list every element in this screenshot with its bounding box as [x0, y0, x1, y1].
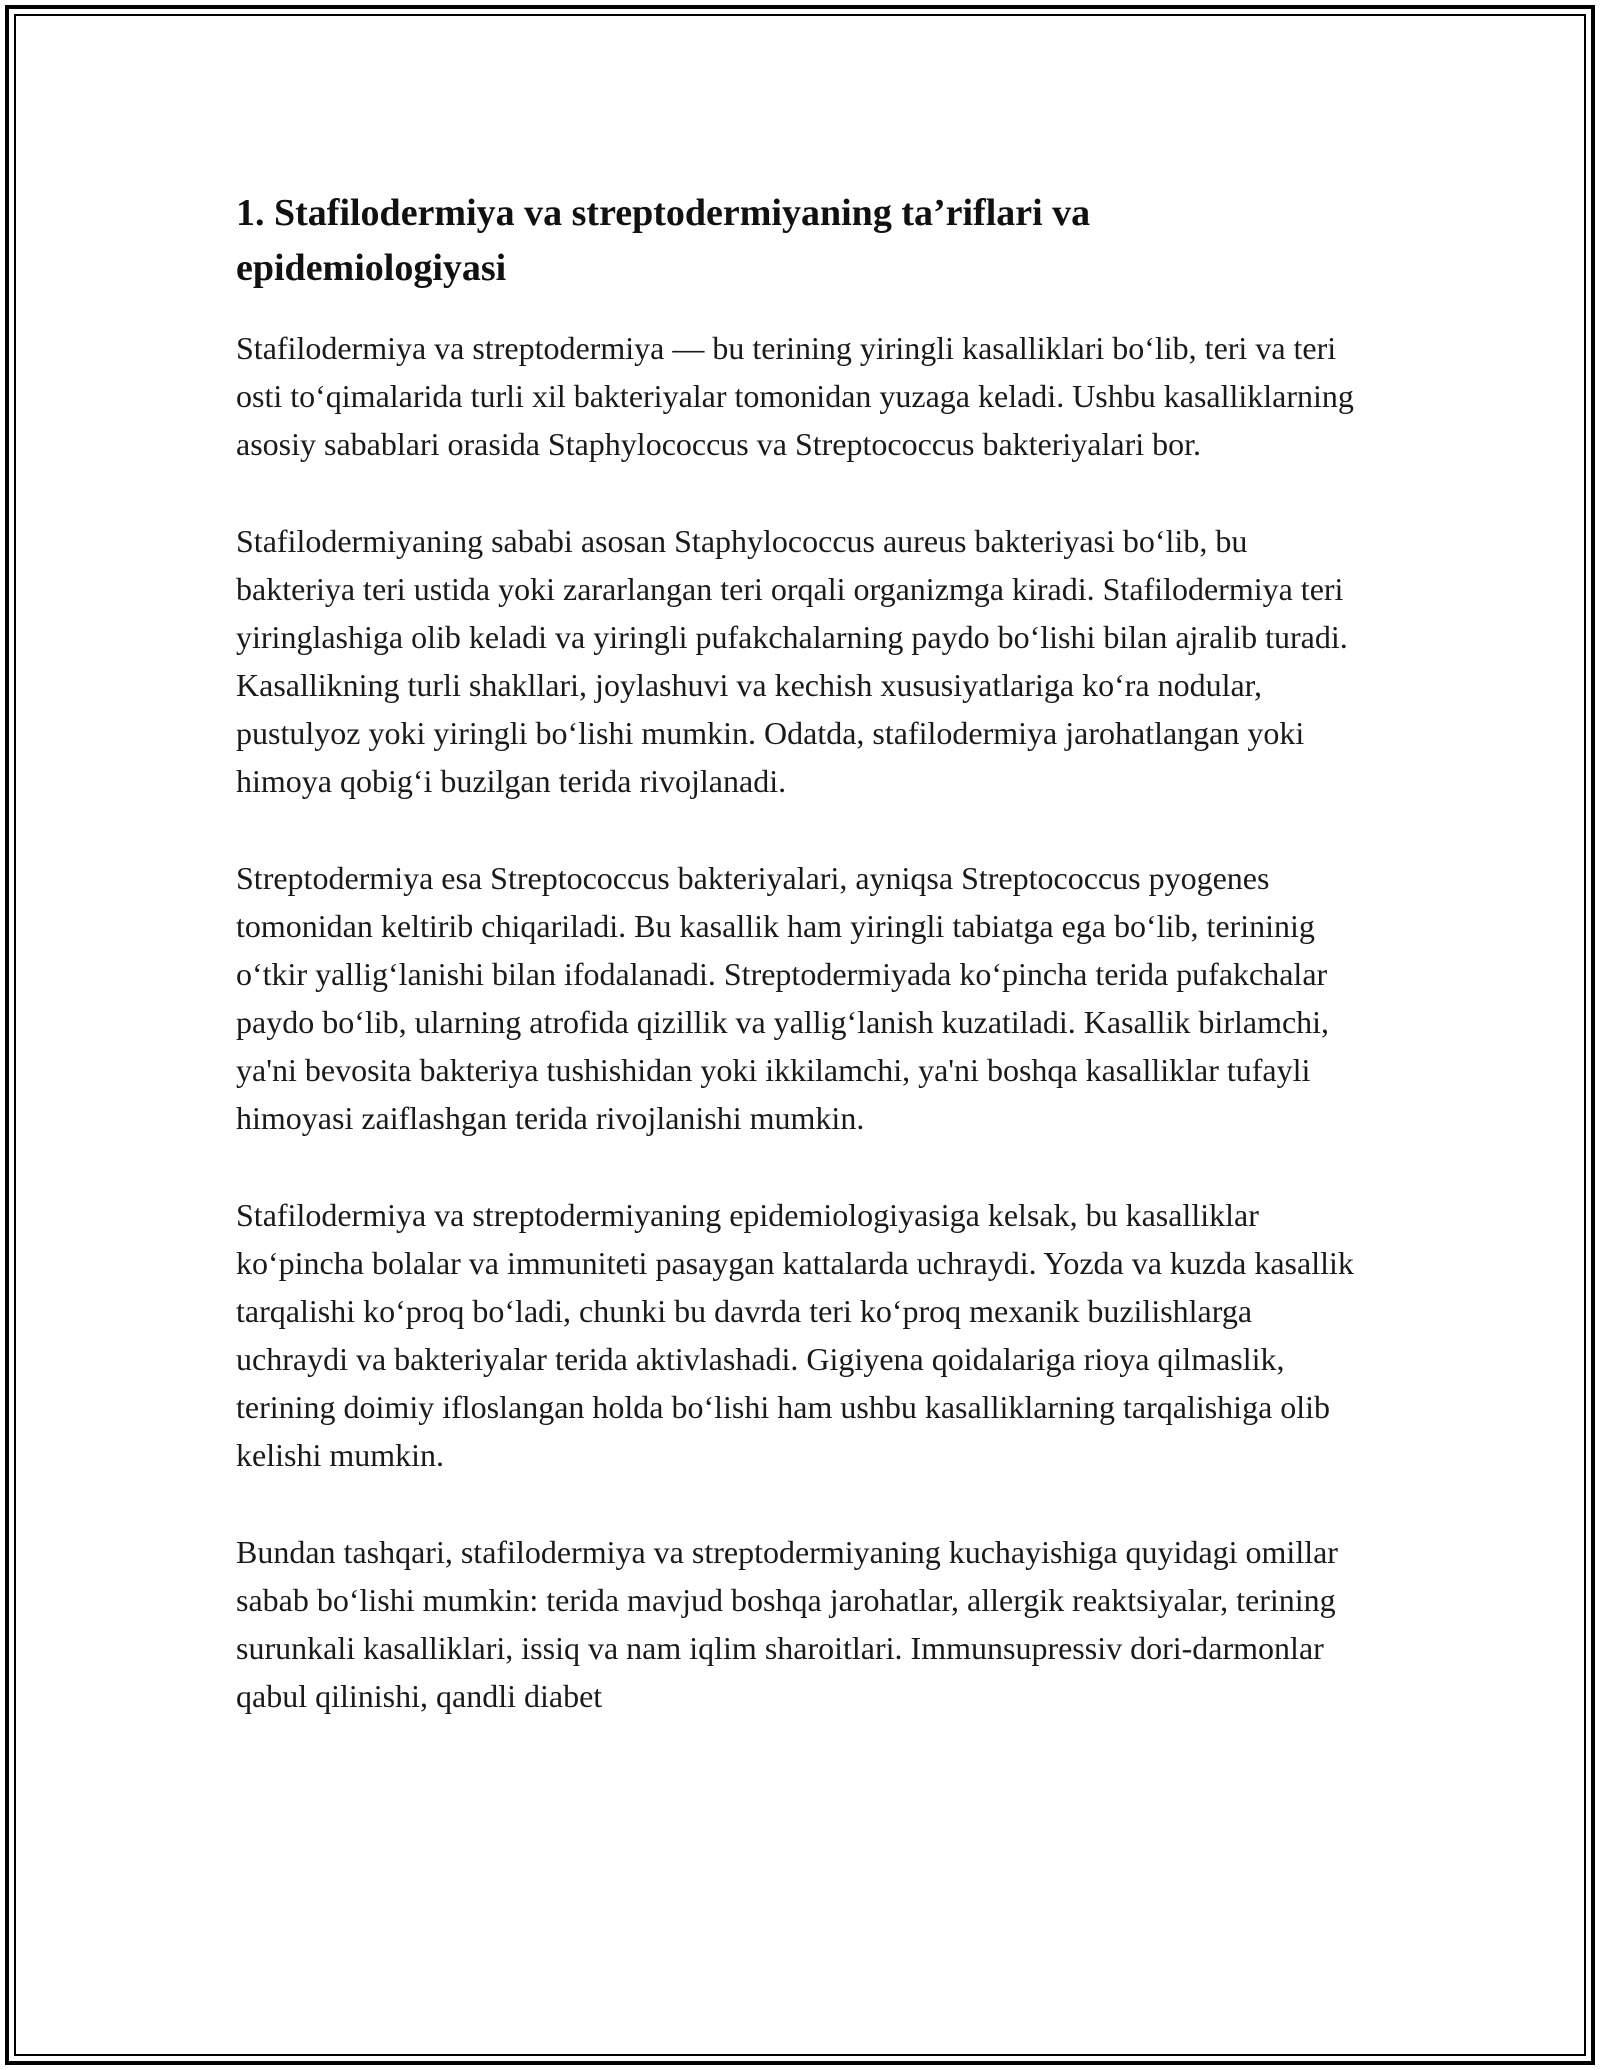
paragraph-epidemiology: Stafilodermiya va streptodermiyaning epidemiologiyasiga kelsak, bu kasalliklar ko‘pincha bolalar va immuniteti pasaygan kattalarda uchraydi. Yozda va kuzda kasallik tarqalishi ko‘proq bo‘ladi, chunki bu davrda teri ko‘proq mexanik buzilishlarga uchraydi va bakteriyalar terida aktivlashadi. Gigiyena qoidalariga rioya qilmaslik, terining doimiy ifloslangan holda bo‘lishi ham ushbu kasalliklarning tarqalishiga olib kelishi mumkin. — [236, 1197, 1354, 1473]
section-heading: 1. Stafilodermiya va streptodermiyaning ta’riflari va epidemiologiyasi — [236, 192, 1091, 289]
document-body — [236, 186, 1366, 1769]
paragraph-staphyloderma: Stafilodermiyaning sababi asosan Staphylococcus aureus bakteriyasi bo‘lib, bu bakteriya teri ustida yoki zararlangan teri orqali organizmga kiradi. Stafilodermiya teri yiringlashiga olib keladi va yiringli pufakchalarning paydo bo‘lishi bilan ajralib turadi. Kasallikning turli shakllari, joylashuvi va kechish xususiyatlariga ko‘ra nodular, pustulyoz yoki yiringli bo‘lishi mumkin. Odatda, stafilodermiya jarohatlangan yoki himoya qobig‘i buzilgan terida rivojlanadi. — [236, 523, 1348, 799]
paragraph-risk-factors: Bundan tashqari, stafilodermiya va streptodermiyaning kuchayishiga quyidagi omillar sabab bo‘lishi mumkin: terida mavjud boshqa jarohatlar, allergik reaktsiyalar, terining surunkali kasalliklari, issiq va nam iqlim sharoitlari. Immunsupressiv dori-darmonlar qabul qilinishi, qandli diabet — [236, 1534, 1338, 1714]
paragraph-streptoderma: Streptodermiya esa Streptococcus bakteriyalari, ayniqsa Streptococcus pyogenes tomonidan keltirib chiqariladi. Bu kasallik ham yiringli tabiatga ega bo‘lib, terininig o‘tkir yallig‘lanishi bilan ifodalanadi. Streptodermiyada ko‘pincha terida pufakchalar paydo bo‘lib, ularning atrofida qizillik va yallig‘lanish kuzatiladi. Kasallik birlamchi, ya'ni bevosita bakteriya tushishidan yoki ikkilamchi, ya'ni boshqa kasalliklar tufayli himoyasi zaiflashgan terida rivojlanishi mumkin. — [236, 860, 1330, 1136]
paragraph-definition: Stafilodermiya va streptodermiya — bu terining yiringli kasalliklari bo‘lib, teri va teri osti to‘qimalarida turli xil bakteriyalar tomonidan yuzaga keladi. Ushbu kasalliklarning asosiy sabablari orasida Staphylococcus va Streptococcus bakteriyalari bor. — [236, 330, 1354, 462]
